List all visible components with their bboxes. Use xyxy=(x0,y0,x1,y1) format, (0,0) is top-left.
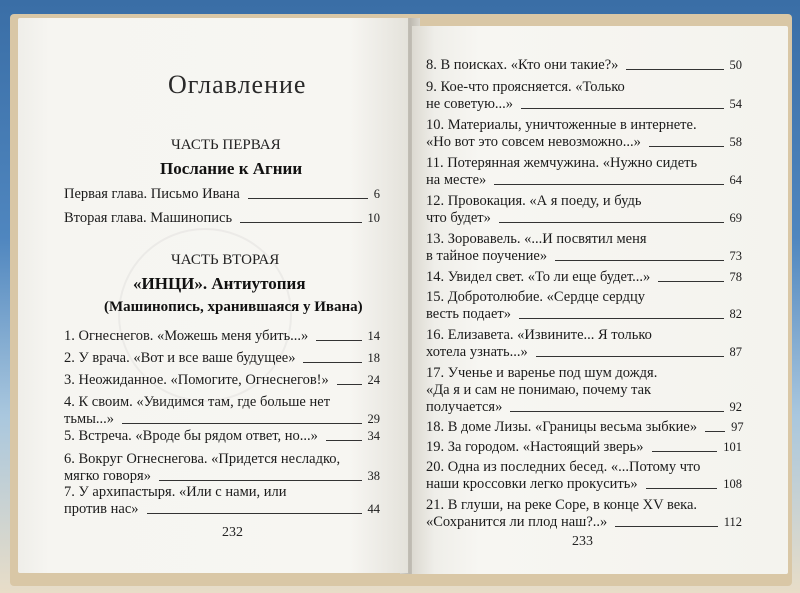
toc-entry-page: 108 xyxy=(723,477,742,491)
toc-entry xyxy=(64,394,380,428)
toc-entry xyxy=(426,365,742,416)
toc-entry-text: «Да я и сам не понимаю, почему так xyxy=(426,382,652,398)
toc-entry xyxy=(426,155,742,189)
toc-entry-page: 10 xyxy=(367,211,380,225)
leader-rule xyxy=(316,340,361,341)
left-page xyxy=(18,18,408,573)
leader-rule xyxy=(646,488,718,489)
toc-entry-text: против нас» xyxy=(64,501,139,517)
leader-rule xyxy=(159,480,362,481)
toc-entry-text: не советую...» xyxy=(426,96,514,112)
toc-entry xyxy=(426,497,742,531)
toc-entry-text: 10. Материалы, уничтоженные в интернете. xyxy=(426,117,697,133)
toc-entry xyxy=(64,350,380,367)
toc-entry-page: 24 xyxy=(367,373,380,387)
toc-entry-page: 92 xyxy=(729,400,742,414)
toc-entry-text: 6. Вокруг Огнеснегова. «Придется несладко, xyxy=(64,451,341,467)
part2-label: ЧАСТЬ ВТОРАЯ xyxy=(171,252,280,268)
toc-entry-text: тьмы...» xyxy=(64,411,114,427)
toc-entry-text: 3. Неожиданное. «Помогите, Огнеснегов!» xyxy=(64,372,329,388)
toc-entry xyxy=(426,439,742,456)
page-number: 233 xyxy=(572,534,593,549)
toc-entry-text: в тайное поучение» xyxy=(426,248,548,264)
toc-entry-text: 20. Одна из последних бесед. «...Потому что xyxy=(426,459,701,475)
toc-entry xyxy=(64,328,380,345)
toc-entry-text: хотела узнать...» xyxy=(426,344,528,360)
leader-rule xyxy=(248,198,368,199)
toc-entry xyxy=(64,428,380,445)
toc-entry-text: 8. В поисках. «Кто они такие?» xyxy=(426,57,619,73)
leader-rule xyxy=(555,260,723,261)
toc-entry-text: 1. Огнеснегов. «Можешь меня убить...» xyxy=(64,328,309,344)
leader-rule xyxy=(658,281,723,282)
page-number: 232 xyxy=(222,525,243,540)
part2-subtitle: (Машинопись, хранившаяся у Ивана) xyxy=(104,299,363,315)
toc-entry-text: Вторая глава. Машинопись xyxy=(64,210,233,226)
leader-rule xyxy=(615,526,717,527)
toc-entry-text: весть подает» xyxy=(426,306,511,322)
toc-entry xyxy=(426,231,742,265)
toc-entry xyxy=(426,419,742,436)
toc-entry-text: 16. Елизавета. «Извините... Я только xyxy=(426,327,652,343)
toc-entry-text: 19. За городом. «Настоящий зверь» xyxy=(426,439,644,455)
toc-entry-page: 34 xyxy=(367,429,380,443)
toc-entry-page: 82 xyxy=(729,307,742,321)
leader-rule xyxy=(649,146,724,147)
toc-entry xyxy=(426,79,742,113)
toc-entry-text: 9. Кое-что проясняется. «Только xyxy=(426,79,625,95)
toc-entry-page: 78 xyxy=(729,270,742,284)
leader-rule xyxy=(652,451,718,452)
toc-entry xyxy=(426,117,742,151)
toc-entry-page: 50 xyxy=(729,58,742,72)
toc-entry xyxy=(64,372,380,389)
toc-entry-text: 5. Встреча. «Вроде бы рядом ответ, но...» xyxy=(64,428,318,444)
toc-entry-text: наши кроссовки легко прокусить» xyxy=(426,476,638,492)
toc-entry-text: 21. В глуши, на реке Соре, в конце XV века. xyxy=(426,497,698,513)
toc-entry xyxy=(64,210,380,227)
toc-entry-text: Первая глава. Письмо Ивана xyxy=(64,186,240,202)
toc-entry xyxy=(64,451,380,485)
toc-entry xyxy=(426,459,742,493)
part1-title: Послание к Агнии xyxy=(160,159,303,178)
toc-entry-page: 58 xyxy=(729,135,742,149)
toc-entry-page: 112 xyxy=(723,515,742,529)
toc-entry xyxy=(426,269,742,286)
leader-rule xyxy=(122,423,362,424)
toc-entry-page: 64 xyxy=(729,173,742,187)
toc-entry-text: 14. Увидел свет. «То ли еще будет...» xyxy=(426,269,651,285)
toc-entry-text: 7. У архипастыря. «Или с нами, или xyxy=(64,484,287,500)
part1-label: ЧАСТЬ ПЕРВАЯ xyxy=(171,137,281,153)
toc-entry xyxy=(426,327,742,361)
toc-entry-page: 87 xyxy=(729,345,742,359)
leader-rule xyxy=(626,69,723,70)
toc-entry-text: 12. Провокация. «А я поеду, и будь xyxy=(426,193,642,209)
toc-entry-page: 18 xyxy=(367,351,380,365)
toc-entry-text: 11. Потерянная жемчужина. «Нужно сидеть xyxy=(426,155,698,171)
toc-entry-page: 73 xyxy=(729,249,742,263)
leader-rule xyxy=(499,222,724,223)
toc-entry-page: 14 xyxy=(367,329,380,343)
toc-entry-text: 18. В доме Лизы. «Границы весьма зыбкие» xyxy=(426,419,698,435)
leader-rule xyxy=(303,362,361,363)
toc-entry-text: 13. Зоровавель. «...И посвятил меня xyxy=(426,231,647,247)
page-title: Оглавление xyxy=(168,70,307,99)
toc-entry-page: 54 xyxy=(729,97,742,111)
leader-rule xyxy=(510,411,723,412)
toc-entry-text: «Сохранится ли плод наш?..» xyxy=(426,514,608,530)
toc-entry-page: 101 xyxy=(723,440,742,454)
toc-entry-text: 2. У врача. «Вот и все ваше будущее» xyxy=(64,350,296,366)
leader-rule xyxy=(326,440,362,441)
toc-entry-page: 44 xyxy=(367,502,380,516)
toc-entry-text: «Но вот это совсем невозможно...» xyxy=(426,134,641,150)
toc-entry-page: 6 xyxy=(373,187,380,201)
toc-entry-text: 4. К своим. «Увидимся там, где больше нет xyxy=(64,394,331,410)
leader-rule xyxy=(337,384,362,385)
leader-rule xyxy=(521,108,723,109)
leader-rule xyxy=(705,431,725,432)
toc-entry-text: 17. Ученье и варенье под шум дождя. xyxy=(426,365,658,381)
toc-entry-page: 97 xyxy=(731,420,744,434)
toc-entry-text: мягко говоря» xyxy=(64,468,151,484)
toc-entry-text: на месте» xyxy=(426,172,487,188)
toc-entry-text: получается» xyxy=(426,399,503,415)
toc-entry-page: 69 xyxy=(729,211,742,225)
toc-entry xyxy=(426,289,742,323)
toc-entry-text: что будет» xyxy=(426,210,491,226)
toc-entry-page: 38 xyxy=(367,469,380,483)
toc-entry xyxy=(64,484,380,518)
leader-rule xyxy=(519,318,724,319)
leader-rule xyxy=(536,356,724,357)
leader-rule xyxy=(494,184,723,185)
toc-entry xyxy=(426,193,742,227)
right-page xyxy=(412,26,788,574)
leader-rule xyxy=(147,513,362,514)
toc-entry xyxy=(64,186,380,203)
toc-entry-page: 29 xyxy=(367,412,380,426)
leader-rule xyxy=(240,222,361,223)
toc-entry-text: 15. Добротолюбие. «Сердце сердцу xyxy=(426,289,645,305)
toc-entry xyxy=(426,57,742,74)
part2-title: «ИНЦИ». Антиутопия xyxy=(133,274,306,293)
